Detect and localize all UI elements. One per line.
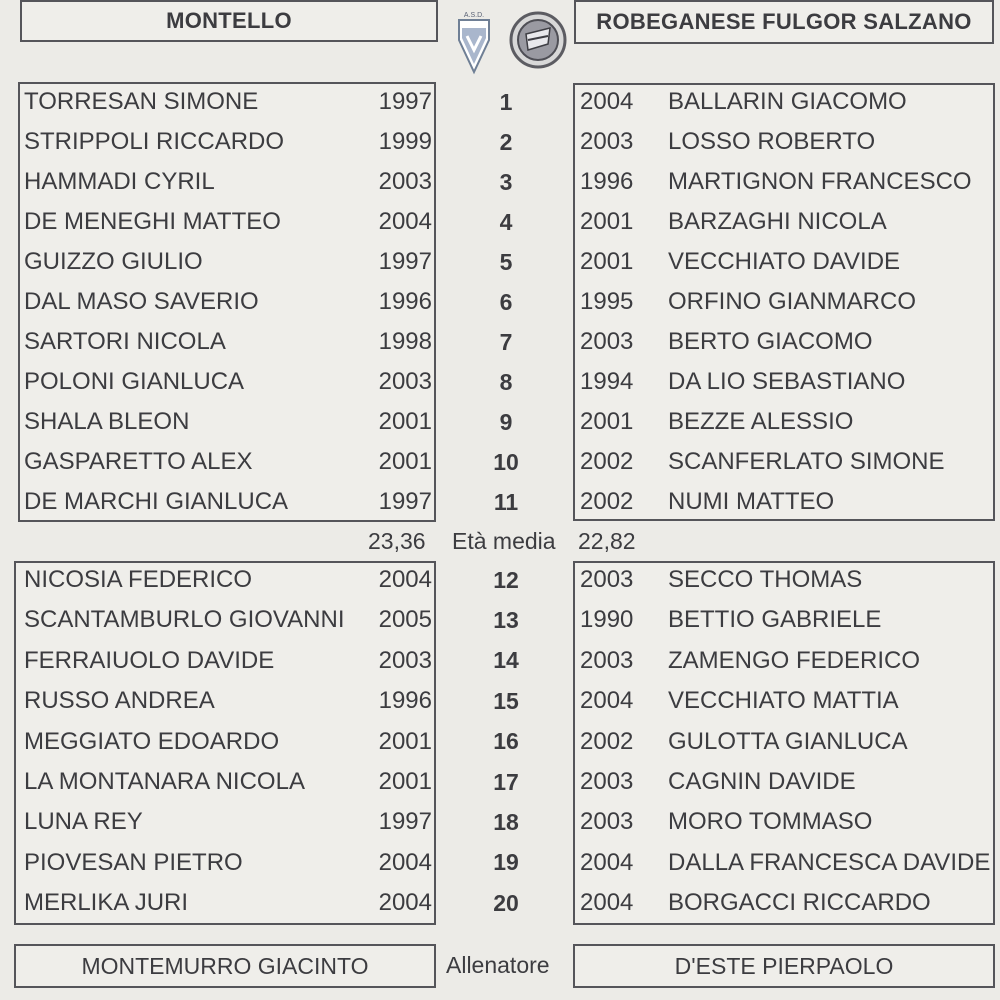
lineup-row xyxy=(0,282,1000,322)
shirt-number: 1 xyxy=(499,88,513,115)
away-player-year: 2004 xyxy=(580,848,634,876)
away-player-year: 2004 xyxy=(580,889,634,917)
away-player-name: CAGNIN DAVIDE xyxy=(668,768,856,795)
lineup-row xyxy=(0,600,1000,640)
home-coach-box xyxy=(14,944,436,988)
home-player-year: 2001 xyxy=(378,448,432,475)
robeganese-crest-icon xyxy=(508,10,568,70)
home-player-name: DAL MASO SAVERIO xyxy=(24,288,259,315)
montello-crest-icon xyxy=(453,6,495,76)
shirt-number: 18 xyxy=(493,808,519,835)
shirt-number: 16 xyxy=(493,728,519,755)
home-player-name: SHALA BLEON xyxy=(24,408,190,435)
home-player-year: 2005 xyxy=(378,606,432,634)
home-player-name: MERLIKA JURI xyxy=(24,889,189,917)
home-player-name: LUNA REY xyxy=(24,808,143,836)
away-player-name: BORGACCI RICCARDO xyxy=(668,889,931,917)
shirt-number: 11 xyxy=(493,488,519,515)
home-player-year: 2004 xyxy=(378,566,432,593)
home-team-name: MONTELLO xyxy=(166,8,292,33)
away-average-age: 22,82 xyxy=(578,528,636,554)
away-player-year: 2003 xyxy=(580,808,634,836)
away-player-name: BEZZE ALESSIO xyxy=(668,408,854,435)
home-player-year: 1997 xyxy=(378,488,432,515)
away-player-name: NUMI MATTEO xyxy=(668,488,835,515)
shirt-number: 12 xyxy=(493,566,519,593)
lineup-row xyxy=(0,762,1000,802)
home-player-name: TORRESAN SIMONE xyxy=(24,88,259,115)
away-player-year: 2003 xyxy=(580,646,634,674)
lineup-row xyxy=(0,442,1000,482)
lineup-row xyxy=(0,883,1000,923)
home-player-year: 1996 xyxy=(378,687,432,715)
away-player-year: 2001 xyxy=(580,408,634,435)
away-player-name: BARZAGHI NICOLA xyxy=(668,208,887,235)
away-player-name: MARTIGNON FRANCESCO xyxy=(668,168,972,195)
home-player-year: 2001 xyxy=(378,768,432,795)
home-player-year: 1996 xyxy=(378,288,432,315)
lineup-row xyxy=(0,242,1000,282)
home-player-year: 1997 xyxy=(378,88,432,115)
home-player-year: 1998 xyxy=(378,328,432,355)
lineup-row xyxy=(0,82,1000,122)
home-player-year: 2004 xyxy=(378,848,432,876)
home-player-year: 2004 xyxy=(378,208,432,235)
away-player-year: 2002 xyxy=(580,727,634,755)
average-age-label: Età media xyxy=(452,528,556,554)
shirt-number: 19 xyxy=(493,849,519,876)
shirt-number: 13 xyxy=(493,606,519,633)
away-player-year: 1990 xyxy=(580,606,634,634)
home-player-name: NICOSIA FEDERICO xyxy=(24,566,253,593)
shirt-number: 6 xyxy=(499,288,513,315)
shirt-number: 20 xyxy=(493,889,519,916)
away-player-year: 1995 xyxy=(580,288,634,315)
home-player-name: MEGGIATO EDOARDO xyxy=(24,727,280,755)
lineup-row xyxy=(0,402,1000,442)
lineup-row xyxy=(0,322,1000,362)
away-player-name: ZAMENGO FEDERICO xyxy=(668,646,921,674)
lineup-row xyxy=(0,202,1000,242)
home-player-year: 1997 xyxy=(378,808,432,836)
lineup-row xyxy=(0,722,1000,762)
home-coach-name: MONTEMURRO GIACINTO xyxy=(81,952,369,979)
away-coach-name: D'ESTE PIERPAOLO xyxy=(674,952,894,979)
home-player-name: PIOVESAN PIETRO xyxy=(24,848,243,876)
home-player-name: STRIPPOLI RICCARDO xyxy=(24,128,285,155)
away-player-year: 2003 xyxy=(580,128,634,155)
away-player-year: 1994 xyxy=(580,368,634,395)
lineup-row xyxy=(0,802,1000,842)
away-player-name: GULOTTA GIANLUCA xyxy=(668,727,908,755)
home-player-name: POLONI GIANLUCA xyxy=(24,368,245,395)
home-player-name: LA MONTANARA NICOLA xyxy=(24,768,305,795)
lineup-row xyxy=(0,122,1000,162)
lineup-row xyxy=(0,162,1000,202)
home-player-name: FERRAIUOLO DAVIDE xyxy=(24,646,275,674)
shirt-number: 8 xyxy=(499,368,513,395)
away-player-name: BALLARIN GIACOMO xyxy=(668,88,907,115)
home-logo-text: A.S.D. xyxy=(463,12,485,19)
home-player-name: SCANTAMBURLO GIOVANNI xyxy=(24,606,345,634)
home-player-year: 1999 xyxy=(378,128,432,155)
away-player-year: 2003 xyxy=(580,566,634,593)
home-player-year: 1997 xyxy=(378,248,432,275)
away-player-name: SCANFERLATO SIMONE xyxy=(668,448,945,475)
shirt-number: 3 xyxy=(499,168,513,195)
shirt-number: 14 xyxy=(493,647,519,674)
away-player-year: 1996 xyxy=(580,168,634,195)
home-player-year: 2001 xyxy=(378,408,432,435)
home-player-year: 2004 xyxy=(378,889,432,917)
away-player-year: 2003 xyxy=(580,328,634,355)
away-player-name: DA LIO SEBASTIANO xyxy=(668,368,906,395)
shirt-number: 2 xyxy=(499,128,513,155)
away-player-name: VECCHIATO DAVIDE xyxy=(668,248,901,275)
home-player-year: 2003 xyxy=(378,168,432,195)
shirt-number: 17 xyxy=(493,768,519,795)
lineup-row xyxy=(0,560,1000,600)
home-player-year: 2003 xyxy=(378,368,432,395)
away-player-name: LOSSO ROBERTO xyxy=(668,128,876,155)
away-player-year: 2001 xyxy=(580,248,634,275)
away-player-year: 2004 xyxy=(580,687,634,715)
shirt-number: 7 xyxy=(499,328,513,355)
away-player-name: ORFINO GIANMARCO xyxy=(668,288,917,315)
home-player-name: DE MARCHI GIANLUCA xyxy=(24,488,289,515)
home-player-name: DE MENEGHI MATTEO xyxy=(24,208,281,235)
shirt-number: 5 xyxy=(499,248,513,275)
away-player-year: 2003 xyxy=(580,768,634,795)
away-player-name: SECCO THOMAS xyxy=(668,566,863,593)
away-coach-box xyxy=(573,944,995,988)
home-player-name: GASPARETTO ALEX xyxy=(24,448,253,475)
away-player-year: 2004 xyxy=(580,88,634,115)
away-player-name: VECCHIATO MATTIA xyxy=(668,687,899,715)
away-team-title xyxy=(574,0,994,44)
away-player-name: BETTIO GABRIELE xyxy=(668,606,882,634)
home-player-name: GUIZZO GIULIO xyxy=(24,248,203,275)
away-player-name: BERTO GIACOMO xyxy=(668,328,873,355)
home-player-name: SARTORI NICOLA xyxy=(24,328,226,355)
home-average-age: 23,36 xyxy=(368,528,426,554)
home-player-year: 2001 xyxy=(378,727,432,755)
away-player-year: 2002 xyxy=(580,488,634,515)
home-team-title xyxy=(20,0,438,42)
lineup-row xyxy=(0,843,1000,883)
coach-label: Allenatore xyxy=(446,952,550,978)
shirt-number: 4 xyxy=(499,208,513,235)
home-player-year: 2003 xyxy=(378,646,432,674)
away-player-year: 2002 xyxy=(580,448,634,475)
lineup-row xyxy=(0,482,1000,522)
home-player-name: HAMMADI CYRIL xyxy=(24,168,215,195)
away-player-year: 2001 xyxy=(580,208,634,235)
away-player-name: DALLA FRANCESCA DAVIDE xyxy=(668,848,991,876)
shirt-number: 15 xyxy=(493,687,519,714)
away-player-name: MORO TOMMASO xyxy=(668,808,873,836)
lineup-row xyxy=(0,362,1000,402)
lineup-row xyxy=(0,681,1000,721)
home-player-name: RUSSO ANDREA xyxy=(24,687,215,715)
lineup-row xyxy=(0,641,1000,681)
away-team-name: ROBEGANESE FULGOR SALZANO xyxy=(596,9,972,34)
shirt-number: 10 xyxy=(493,448,519,475)
shirt-number: 9 xyxy=(499,408,513,435)
